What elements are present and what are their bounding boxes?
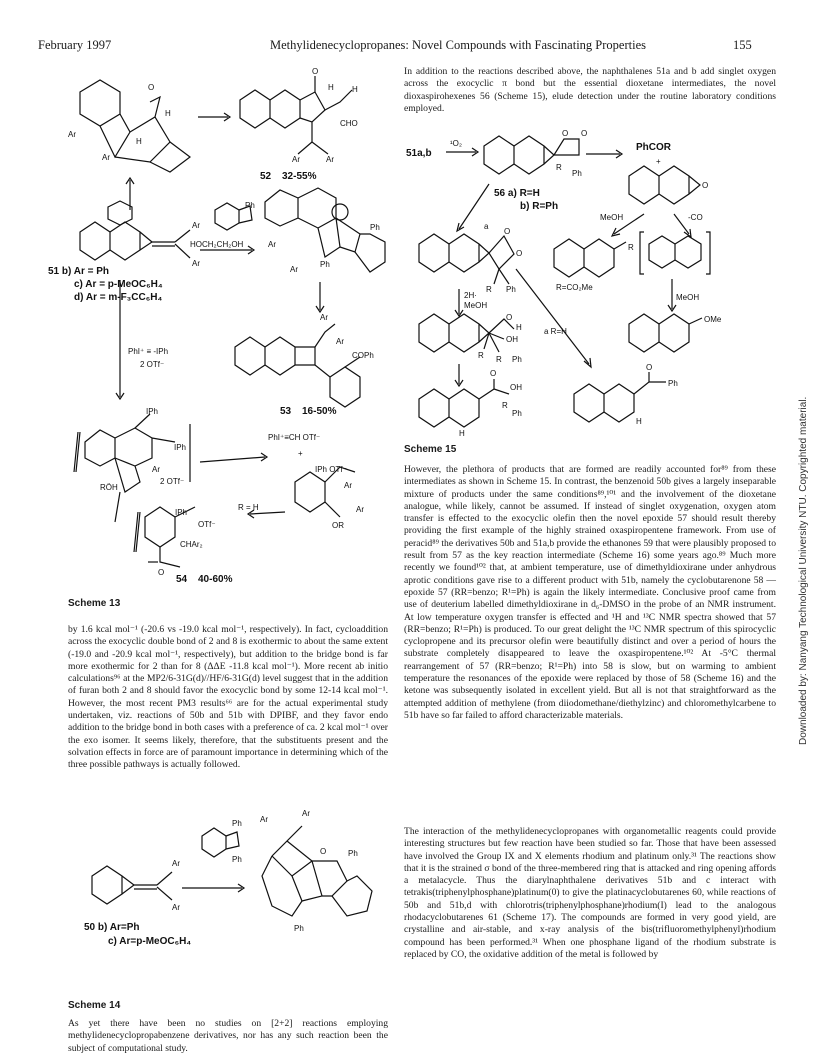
- s15-56-b: b) R=Ph: [520, 201, 559, 212]
- s13-54-yield: 40-60%: [198, 574, 233, 585]
- s13-h-2: H: [136, 137, 142, 146]
- s15-plus: +: [656, 157, 661, 166]
- s13-adduct-ph1: Ph: [370, 223, 380, 232]
- s13-r-iph-otf: IPh OTf⁻: [315, 465, 347, 474]
- s13-52-h2: H: [352, 85, 358, 94]
- left-column-para1: [68, 624, 388, 772]
- s14-reag-ph2: Ph: [232, 855, 242, 864]
- s13-52-o: O: [312, 67, 319, 76]
- right-para2: [404, 826, 776, 961]
- s15-p2-ph: Ph: [668, 379, 678, 388]
- running-title: Methylidenecyclopropanes: Novel Compounds with Fascinating Properties: [270, 38, 646, 52]
- s13-54-char2: CHAr₂: [180, 540, 203, 549]
- s13-52-label: 52: [260, 171, 272, 182]
- s13-int-otf: 2 OTf⁻: [160, 477, 185, 486]
- s13-52-cho: CHO: [340, 119, 358, 128]
- right-para1: [404, 464, 776, 722]
- s13-reag-diol: HOCH₂CH₂OH: [190, 240, 244, 249]
- s15-p2-o: O: [646, 363, 653, 372]
- s13-ar-2: Ar: [102, 153, 110, 162]
- s15-phcor: PhCOR: [636, 142, 671, 153]
- s13-h-1: H: [165, 109, 171, 118]
- s15-p1-ph: Ph: [512, 409, 522, 418]
- s13-r-ar1: Ar: [344, 481, 352, 490]
- scheme-15-figure: [404, 124, 780, 440]
- s14-ar1: Ar: [172, 859, 180, 868]
- s13-int-ar: Ar: [152, 465, 160, 474]
- s13-53-coph: COPh: [352, 351, 374, 360]
- s15-56-a: 56 a) R=H: [494, 188, 540, 199]
- scheme-13-caption: Scheme 13: [68, 598, 121, 609]
- s13-int-roh: RÖH: [100, 483, 118, 492]
- s15-reagent: ¹O₂: [450, 139, 462, 148]
- s15-p1-h: H: [459, 429, 465, 438]
- right-intro-text: In addition to the reactions described above, the naphthalenes 51a and b add singlet oxygen across the exocyclic π bond but the essential dioxetane intermediates, the novel dioxaspirohexenes 56 (Scheme 15), elude detection under the routine laboratory conditions employed.: [404, 66, 776, 114]
- s13-54-o: O: [158, 568, 165, 577]
- s13-54-otf: OTf⁻: [198, 520, 216, 529]
- s13-o-top: O: [148, 83, 155, 92]
- s13-adduct-ar2: Ar: [290, 265, 298, 274]
- s13-int-iph1: IPh: [146, 407, 159, 416]
- s13-51-b: 51 b) Ar = Ph: [48, 266, 110, 277]
- s14-prod-ar1: Ar: [260, 815, 268, 824]
- s13-52-ar1: Ar: [292, 155, 300, 164]
- s14-50-b: 50 b) Ar=Ph: [84, 922, 140, 933]
- s15-r: R: [628, 243, 634, 252]
- download-watermark: [796, 190, 810, 750]
- s15-ome: OMe: [704, 315, 722, 324]
- s15-int2-h: H: [516, 323, 522, 332]
- s14-50-c: c) Ar=p-MeOC₆H₄: [108, 936, 192, 947]
- s15-2h: 2H·: [464, 291, 477, 300]
- s15-int-o2: O: [516, 249, 523, 258]
- right-para-1: However, the plethora of products that are formed are readily accounted for⁸⁹ from these intermediates as shown in Scheme 15. In contrast, the benzenoid 50b gives a largely inseparable mixture of products under the same conditions⁸⁹,¹⁰¹ and the involvement of the dioxetane analogue, while likely, cannot be assumed. If instead of singlet oxygenation, oxygen atom transfer is effected to the exocyclic olefin then the novel epoxide 57 should result thereby providing the first example of the highly strained oxaspiropentene framework. From use of peracid⁸⁹ the derivatives 50b and 51a,b provide the ethanones 59 that were plausibly proposed to result from 57 as the key reaction intermediate (Scheme 16) some years ago.⁸⁹ Much more recently we found¹⁰² that, at ambient temperature, use of dimethyldioxirane under anhydrous aprotic conditions gave rise to a different product with 51b, namely the cyclobutarenone 58 — epoxide 57 (RR=benzo; R¹=Ph) is again the likely intermediate. Conclusive proof came from use of deuterium labelled dimethyldioxirane in d₆-DMSO in the probe of an NMR instrument. At low temperature oxygen transfer is effected and ¹H and ¹³C NMR spectra showed that 57 (RR=benzo; R¹=Ph) is produced. To our great delight the ¹³C NMR spectrum of this spirocyclic cyclopropene and its precursor olefin were beautifully distinct and over a period of hours the substrate completely disappeared to leave the oxaspiropentene.¹⁰² At -5°C thermal rearrangement of 57 (RR=benzo; R¹=Ph) into 58 is slow, but on warming to ambient temperature the resonances of the epoxide were replaced by those of 58 (Scheme 16) and the ketone was subsequently isolated in excellent yield. But all is not that straightforward as the attempted addition of methylene (from diiodomethane/diethylzinc) and chloromethylcarbene to 51b have so far failed to afford characterizable materials.: [404, 464, 776, 721]
- s15-int-a: a: [484, 222, 489, 231]
- s13-53-label: 53: [280, 406, 292, 417]
- s13-51-d: d) Ar = m-F₃CC₆H₄: [74, 292, 163, 303]
- s13-ar-1: Ar: [68, 130, 76, 139]
- s15-ketone-o: O: [702, 181, 709, 190]
- s14-ar2: Ar: [172, 903, 180, 912]
- s13-iodonium: PhI⁺ ≡ -IPh: [128, 347, 169, 356]
- right-para-2: The interaction of the methylidenecyclopropanes with organometallic reagents could provide interesting structures but few reaction have been studied so far. Those that have been assessed have involved the Group IX and X elements rhodium and platinum only.³¹ The reactions show that it is the strained σ bond of the three-membered ring that is attacked and ring opening affords a metalacycle. Thus the diarylnaphthalene derivatives 51b and c interact with tetrakis(triphenylphosphane)platinum(0) to give the platinacyclobutarenes 60, while reactions of 50b and 51b,d with chlorotris(triphenylphosphane)rhodium(I) lead to the analogous rhodacyclobutarenes 61 (Scheme 17). The compounds are formed in very good yield, are crystalline and air-stable, and x-ray analysis of the bis(trifluoromethylphenyl)rhodium compound has been performed.³¹ When one phosphane ligand of the rhodium substrate is replaced by CO, the oxidative addition of the metal is followed by: [404, 826, 776, 960]
- s14-prod-ar2: Ar: [302, 809, 310, 818]
- s13-r-ar2: Ar: [356, 505, 364, 514]
- s13-otf2: 2 OTf⁻: [140, 360, 165, 369]
- s15-56-o1: O: [562, 129, 569, 138]
- s14-prod-ph1: Ph: [348, 849, 358, 858]
- s13-52-h: H: [328, 83, 334, 92]
- s13-51-ar1: Ar: [192, 221, 200, 230]
- s14-prod-o: O: [320, 847, 327, 856]
- s13-r-or: OR: [332, 521, 344, 530]
- s15-meoh2: MeOH: [676, 293, 700, 302]
- left-para-2: As yet there have been no studies on [2+2] reactions employing methylidenecyclopropabenzene derivatives, nor has any such reaction been the subject of computational study.: [68, 1018, 388, 1054]
- s13-53-ar1: Ar: [320, 313, 328, 322]
- s13-adduct-ph2: Ph: [320, 260, 330, 269]
- s15-p1-oh: OH: [510, 383, 522, 392]
- s14-reag-ph1: Ph: [232, 819, 242, 828]
- s15-int2-oh: OH: [506, 335, 518, 344]
- s15-start: 51a,b: [406, 148, 432, 159]
- s13-51-c: c) Ar = p-MeOC₆H₄: [74, 279, 163, 290]
- s15-56-o2: O: [581, 129, 588, 138]
- s13-phi-label: PhI⁺≡CH OTf⁻: [268, 433, 321, 442]
- s15-meoh: MeOH: [600, 213, 624, 222]
- s15-a-rh: a R=H: [544, 327, 567, 336]
- s15-r-co2me: R=CO₂Me: [556, 283, 593, 292]
- s15-p2-h: H: [636, 417, 642, 426]
- s15-p1-o: O: [490, 369, 497, 378]
- s13-r-h: R = H: [238, 503, 259, 512]
- s13-51-ar2: Ar: [192, 259, 200, 268]
- s15-int2-ph: Ph: [512, 355, 522, 364]
- right-intro: [404, 66, 776, 115]
- s15-int2-r2: R: [496, 355, 502, 364]
- s13-52-ar2: Ar: [326, 155, 334, 164]
- page-number: 155: [733, 38, 752, 52]
- s13-52-yield: 32-55%: [282, 171, 317, 182]
- s15-56-r: R: [556, 163, 562, 172]
- s15-int2-r1: R: [478, 351, 484, 360]
- scheme-13-figure: [40, 62, 395, 592]
- s13-53-ar2: Ar: [336, 337, 344, 346]
- s15-56-ph: Ph: [572, 169, 582, 178]
- s13-53-yield: 16-50%: [302, 406, 337, 417]
- watermark-text: Downloaded by: Nanyang Technological University NTU. Copyrighted material.: [798, 396, 809, 745]
- left-para-1: by 1.6 kcal mol⁻¹ (-20.6 vs -19.0 kcal mol⁻¹, respectively). In fact, cycloaddition across the exocyclic double bond of 2 and 8 is exothermic to about the same extent (-19.0 and -20.9 kcal mol⁻¹, respectively), but addition to the bridge bond is far more exothermic for 2 than for 8 (ΔΔE -11.8 kcal mol⁻¹). More recent ab initio calculations⁹⁶ at the MP2/6-31G(d)//HF/6-31G(d) level suggest that in the addition of furan both 2 and 8 should favor the exocyclic bond by some 12-14 kcal mol⁻¹. However, the most recent PM3 results⁶⁶ are for the actual experimental study undertaken, viz. reactions of 50b and 51b with DPIBF, and they favor endo addition to the bridge bond in both cases with a preference of ca. 2 kcal mol⁻¹ over the exo isomer. It seems likely, therefore, that the substituents present and the solvation effects in force are of paramount importance in determining which of the three possible pathways is actually followed.: [68, 624, 388, 771]
- running-date: February 1997: [38, 38, 112, 52]
- s14-prod-ph2: Ph: [294, 924, 304, 933]
- s15-p1-r: R: [502, 401, 508, 410]
- s13-plus: +: [298, 449, 303, 458]
- scheme-15-caption: Scheme 15: [404, 444, 457, 455]
- scheme-14-figure: [72, 806, 392, 986]
- s13-54-label: 54: [176, 574, 188, 585]
- s13-54-iph: IPh: [175, 508, 188, 517]
- s15-int-r: R: [486, 285, 492, 294]
- s13-adduct-ar1: Ar: [268, 240, 276, 249]
- s15-minus-co: -CO: [688, 213, 703, 222]
- s13-int-iph2: IPh: [174, 443, 187, 452]
- s15-int-o1: O: [504, 227, 511, 236]
- s15-int-ph: Ph: [506, 285, 516, 294]
- s15-2h-meoh: MeOH: [464, 301, 488, 310]
- s15-int2-o: O: [506, 313, 513, 322]
- left-column-para2: [68, 1018, 388, 1055]
- s13-reag-ph: Ph: [245, 201, 255, 210]
- scheme-14-caption: Scheme 14: [68, 1000, 121, 1011]
